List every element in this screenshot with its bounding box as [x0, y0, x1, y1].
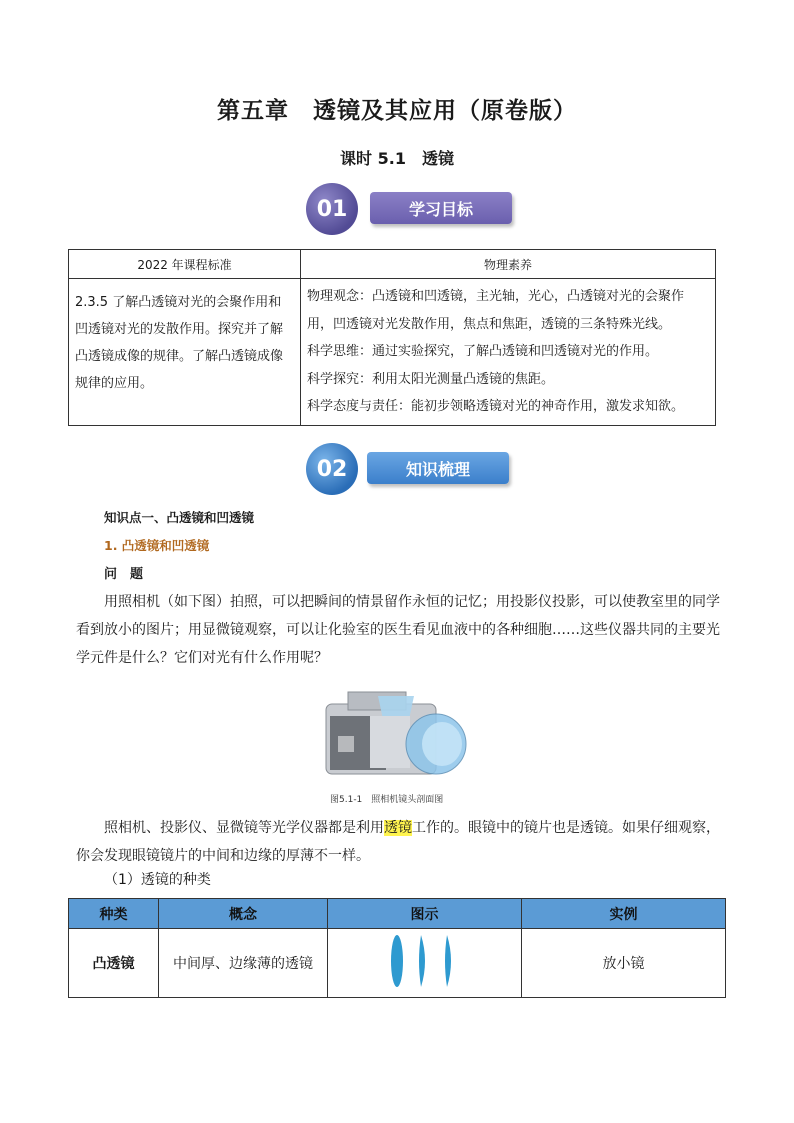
literacy-item: 物理观念：凸透镜和凹透镜，主光轴，光心，凸透镜对光的会聚作用，凹透镜对光发散作用，焦点和焦距，透镜的三条特殊光线。 [307, 289, 685, 332]
para2-text: 照相机、投影仪、显微镜等光学仪器都是利用 [104, 820, 384, 836]
standards-header-1: 2022 年课程标准 [69, 250, 301, 279]
standards-header-2: 物理素养 [301, 250, 716, 279]
figure-caption: 图5.1-1 照相机镜头剖面图 [330, 795, 444, 805]
knowledge-heading: 知识点一、凸透镜和凹透镜 [104, 510, 255, 525]
standards-table [68, 249, 716, 426]
section-badge-label-1: 学习目标 [370, 192, 512, 224]
lens-types-table [68, 898, 726, 998]
lens-diagram-cell [328, 929, 522, 998]
literacy-item: 科学思维：通过实验探究，了解凸透镜和凹透镜对光的作用。 [307, 344, 659, 359]
standard-cell: 2.3.5 了解凸透镜对光的会聚作用和凹透镜对光的发散作用。探究并了解凸透镜成像的规律。了解凸透镜成像规律的应用。 [69, 279, 301, 426]
section-badge-label-2: 知识梳理 [367, 452, 509, 484]
question-paragraph: 用照相机（如下图）拍照，可以把瞬间的情景留作永恒的记忆；用投影仪投影，可以使教室里的同学看到放小的图片；用显微镜观察，可以让化验室的医生看见血液中的各种细胞……这些仪器共同的主要光学元件是什么？它们对光有什么作用呢？ [76, 594, 720, 666]
lens-concept-cell: 中间厚、边缘薄的透镜 [159, 929, 328, 998]
literacy-item: 科学探究：利用太阳光测量凸透镜的焦距。 [307, 371, 555, 387]
section-badge-number-2: 02 [306, 443, 358, 495]
lesson-subtitle: 课时 5.1 透镜 [340, 149, 454, 168]
explanation-paragraph [76, 814, 724, 870]
lens-example-cell: 放小镜 [522, 929, 726, 998]
literacy-item: 科学态度与责任：能初步领略透镜对光的神奇作用，激发求知欲。 [307, 399, 685, 414]
lens-header-kind: 种类 [69, 899, 159, 929]
knowledge-subheading: 1. 凸透镜和凹透镜 [104, 538, 210, 553]
question-label: 问 题 [104, 567, 144, 582]
lens-header-example: 实例 [522, 899, 726, 929]
section-badge-number-1: 01 [306, 183, 358, 235]
convex-lens-diagram [385, 933, 465, 989]
para2-text: 工作的。眼镜中的镜片也是透镜。如果仔细观察，你会发现眼镜镜片的中间和边缘的厚薄不一样。 [76, 820, 720, 864]
literacy-cell [301, 279, 716, 426]
lens-kind-cell: 凸透镜 [69, 929, 159, 998]
highlighted-term: 透镜 [384, 820, 412, 836]
camera-lens-figure [318, 686, 478, 786]
lens-header-concept: 概念 [159, 899, 328, 929]
page-title: 第五章 透镜及其应用（原卷版） [217, 98, 577, 124]
lens-types-label: （1）透镜的种类 [104, 872, 211, 888]
lens-header-diagram: 图示 [328, 899, 522, 929]
